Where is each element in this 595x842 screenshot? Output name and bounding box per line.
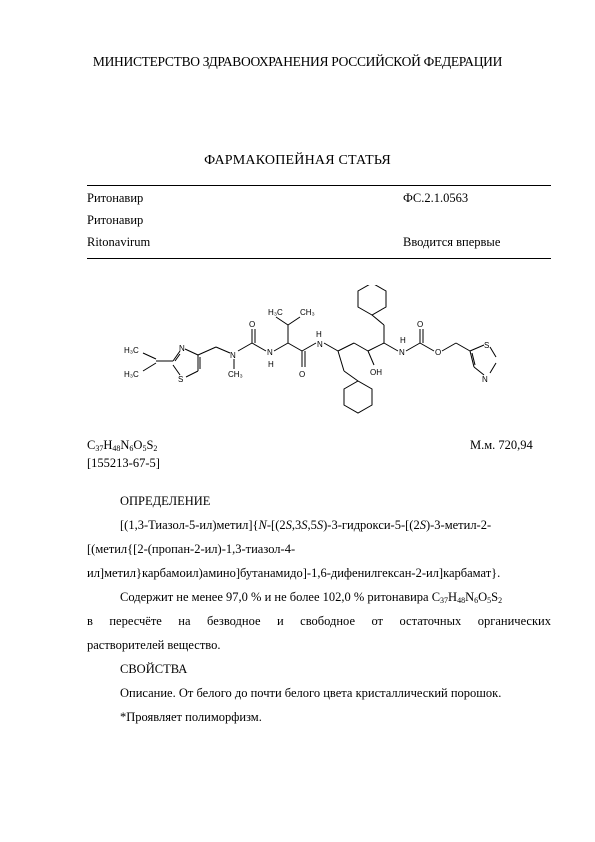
label-h3c-left-1: H₃C xyxy=(124,346,139,355)
molecular-mass-value: 720,94 xyxy=(498,438,533,452)
label-n-urea: N xyxy=(267,348,273,357)
iupac-line-3: ил]метил}карбамоил)амино]бутанамидо]-1,6-дифенилгексан-2-ил]карбамат}. xyxy=(87,566,501,580)
cas-number: [155213-67-5] xyxy=(87,456,160,470)
molecular-formula: $C_{37}H_{48}N_6O_5S_2$ xyxy=(87,438,158,453)
label-o-carbamate-top: O xyxy=(417,320,424,329)
molecular-mass xyxy=(470,438,533,453)
label-n-carbamate: N xyxy=(399,348,405,357)
description-text: От белого до почти белого цвета кристаллический порошок. xyxy=(178,686,502,700)
iupac-line-1: [(1,3-Тиазол-5-ил)метил]{N-[(2S,3S,5S)-3-гидрокси-5-[(2S)-3-метил-2- xyxy=(120,518,492,532)
polymorphism-note: *Проявляет полиморфизм. xyxy=(120,710,262,724)
label-o-urea: O xyxy=(249,320,256,329)
label-thiazole-right-n: N xyxy=(482,375,488,384)
drug-name-latin: Ritonavirum xyxy=(87,235,151,249)
label-h-carbamate: H xyxy=(400,336,406,345)
label-n-amide: N xyxy=(317,340,323,349)
label-oh: OH xyxy=(370,368,382,377)
label-thiazole-right-s: S xyxy=(484,341,490,350)
label-thiazole-left-n: N xyxy=(179,344,185,353)
label-o-carbamate-ester: O xyxy=(435,348,442,357)
label-h-urea: H xyxy=(268,360,274,369)
drug-name-ru: Ритонавир xyxy=(87,191,144,205)
label-thiazole-left-s: S xyxy=(178,375,184,384)
article-code: ФС.2.1.0563 xyxy=(403,191,469,205)
formula-bonds xyxy=(143,285,496,413)
label-h3c-left-2: H₃C xyxy=(124,370,139,379)
label-ch3-n: CH₃ xyxy=(228,370,243,379)
label-h3c-top: H₃C xyxy=(268,308,283,317)
meta-bottom-rule xyxy=(87,258,551,259)
molecular-mass-label: М.м. xyxy=(470,438,496,452)
article-status: Вводится впервые xyxy=(403,235,501,249)
meta-top-rule xyxy=(87,185,551,186)
description-label: Описание. xyxy=(120,686,176,700)
content-line-1: Содержит не менее 97,0 % и не более 102,0 % ритонавира $C_{37}H_{48}N_6O_5S_2$ xyxy=(120,590,503,605)
label-ch3-top: CH₃ xyxy=(300,308,315,317)
structural-formula xyxy=(118,285,538,435)
drug-name-ru-alt: Ритонавир xyxy=(87,213,144,227)
content-line-2: в пересчёте на безводное и свободное от остаточных органических xyxy=(87,614,551,628)
content-line-3: растворителей вещество. xyxy=(87,638,221,652)
document-type-title: ФАРМАКОПЕЙНАЯ СТАТЬЯ xyxy=(204,153,391,168)
definition-heading: ОПРЕДЕЛЕНИЕ xyxy=(120,494,211,508)
label-n-methyl: N xyxy=(230,351,236,360)
description-line xyxy=(120,686,501,701)
ministry-title: МИНИСТЕРСТВО ЗДРАВООХРАНЕНИЯ РОССИЙСКОЙ ФЕДЕРАЦИИ xyxy=(92,54,503,69)
iupac-line-2: [(метил{[2-(пропан-2-ил)-1,3-тиазол-4- xyxy=(87,542,296,556)
label-o-amide: O xyxy=(299,370,306,379)
label-h-amide: H xyxy=(316,330,322,339)
properties-heading: СВОЙСТВА xyxy=(120,662,188,676)
